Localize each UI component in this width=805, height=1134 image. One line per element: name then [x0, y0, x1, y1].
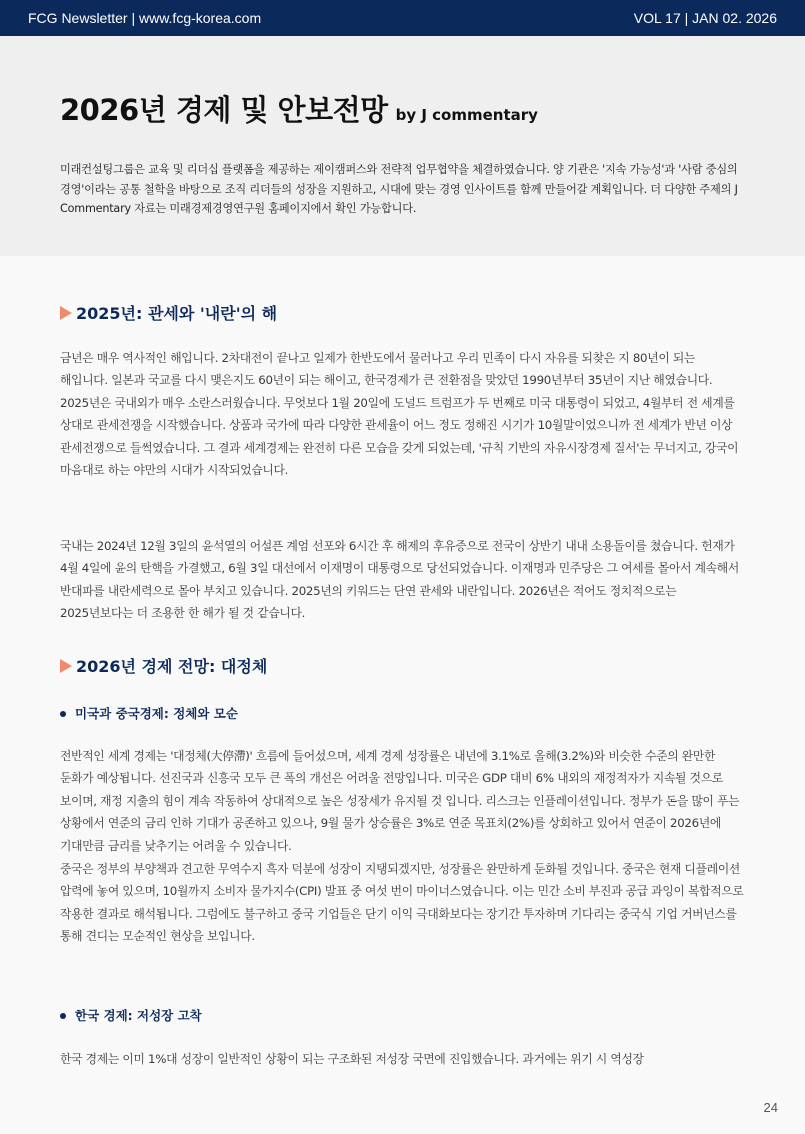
section-heading-text: 2025년: 관세와 '내란'의 해 [76, 304, 278, 323]
byline: by J commentary [395, 106, 538, 124]
subsection-heading-us-china [60, 704, 238, 722]
triangle-bullet-icon [60, 306, 72, 320]
subsection-heading-text: 미국과 중국경제: 정체와 모순 [75, 706, 238, 721]
section-heading-text: 2026년 경제 전망: 대정체 [76, 657, 268, 676]
bullet-dot-icon [60, 711, 66, 717]
intro-paragraph: 미래컨설팅그룹은 교육 및 리더십 플랫폼을 제공하는 제이캠퍼스와 전략적 업무협약을 체결하였습니다. 양 기관은 '지속 가능성'과 '사람 중심의 경영'이라는 공통 철학을 바탕으로 조직 리더들의 성장을 지원하고, 시대에 맞는 경영 인사이트를 함께 만들어갈 계획입니다. 더 다양한 주제의 J Commentary 자료는 미래경제경영연구원 홈페이지에서 확인 가능합니다. [60, 163, 738, 215]
newsletter-site-label: FCG Newsletter | www.fcg-korea.com [28, 10, 262, 26]
page-number: 24 [763, 1100, 778, 1115]
section-heading-2026 [60, 654, 267, 677]
section-heading-2025 [60, 301, 277, 324]
subsection-heading-korea [60, 1006, 202, 1024]
issue-date-label: VOL 17 | JAN 02. 2026 [633, 10, 777, 26]
newsletter-header-bar [0, 0, 805, 36]
page-title-text: 2026년 경제 및 안보전망 [60, 93, 388, 127]
subsection-heading-text: 한국 경제: 저성장 고착 [75, 1008, 202, 1023]
hero-section [0, 36, 805, 256]
body-paragraph: 중국은 정부의 부양책과 견고한 무역수지 흑자 덕분에 성장이 지탱되겠지만, 성장률은 완만하게 둔화될 것입니다. 중국은 현재 디플레이션 압력에 놓여 있으며, 10월까지 소비자 물가지수(CPI) 발표 중 여섯 번이 마이너스였습니다. 이는 민간 소비 부진과 공급 과잉이 복합적으로 작용한 결과로 해석됩니다. 그럼에도 불구하고 중국 기업들은 단기 이익 극대화보다는 장기간 투자하며 기다리는 중국식 기업 거버넌스를 통해 견디는 모순적인 현상을 보입니다. [60, 862, 744, 944]
body-paragraph: 전반적인 세계 경제는 '대정체(大停滯)' 흐름에 들어섰으며, 세계 경제 성장률은 내년에 3.1%로 올해(3.2%)와 비슷한 수준의 완만한 둔화가 예상됩니다. 선진국과 신흥국 모두 큰 폭의 개선은 어려울 전망입니다. 미국은 GDP 대비 6% 내외의 재정적자가 지속될 것으로 보이며, 재정 지출의 힘이 계속 작동하여 상대적으로 높은 성장세가 유지될 것 입니다. 리스크는 인플레이션입니다. 정부가 돈을 많이 푸는 상황에서 연준의 금리 인하 기대가 공존하고 있으나, 9월 물가 상승률은 3%로 연준 목표치(2%)를 상회하고 있어서 연준이 2026년에 기대만큼 금리를 낮추기는 어려울 수 있습니다. [60, 749, 740, 853]
triangle-bullet-icon [60, 659, 72, 673]
page-title [60, 88, 538, 129]
body-paragraph: 국내는 2024년 12월 3일의 윤석열의 어설픈 계엄 선포와 6시간 후 해제의 후유증으로 전국이 상반기 내내 소용돌이를 쳤습니다. 헌재가 4월 4일에 윤의 탄핵을 가결했고, 6월 3일 대선에서 이재명이 대통령으로 당선되었습니다. 이재명과 민주당은 그 여세를 몰아서 계속해서 반대파를 내란세력으로 몰아 부치고 있습니다. 2025년의 키워드는 단연 관세와 내란입니다. 2026년은 적어도 정치적으로는 2025년보다는 더 조용한 한 해가 될 것 같습니다. [60, 539, 740, 621]
body-paragraph: 금년은 매우 역사적인 해입니다. 2차대전이 끝나고 일제가 한반도에서 물러나고 우리 민족이 다시 자유를 되찾은 지 80년이 되는 해입니다. 일본과 국교를 다시 맺은지도 60년이 되는 해이고, 한국경제가 큰 전환점을 맞았던 1990년부터 35년이 지난 해였습니다. 2025년은 국내외가 매우 소란스러웠습니다. 무엇보다 1월 20일에 도널드 트럼프가 두 번째로 미국 대통령이 되었고, 4월부터 전 세계를 상대로 관세전쟁을 시작했습니다. 상품과 국가에 따라 다양한 관세율이 어느 정도 정해진 시기가 10월말이었으니까 전 세계가 반년 이상 관세전쟁으로 들썩였습니다. 그 결과 세계경제는 완전히 다른 모습을 갖게 되었는데, '규칙 기반의 자유시장경제 질서'는 무너지고, 강국이 마음대로 하는 야만의 시대가 시작되었습니다. [60, 351, 739, 478]
bullet-dot-icon [60, 1013, 66, 1019]
body-paragraph: 한국 경제는 이미 1%대 성장이 일반적인 상황이 되는 구조화된 저성장 국면에 진입했습니다. 과거에는 위기 시 역성장 [60, 1052, 644, 1066]
